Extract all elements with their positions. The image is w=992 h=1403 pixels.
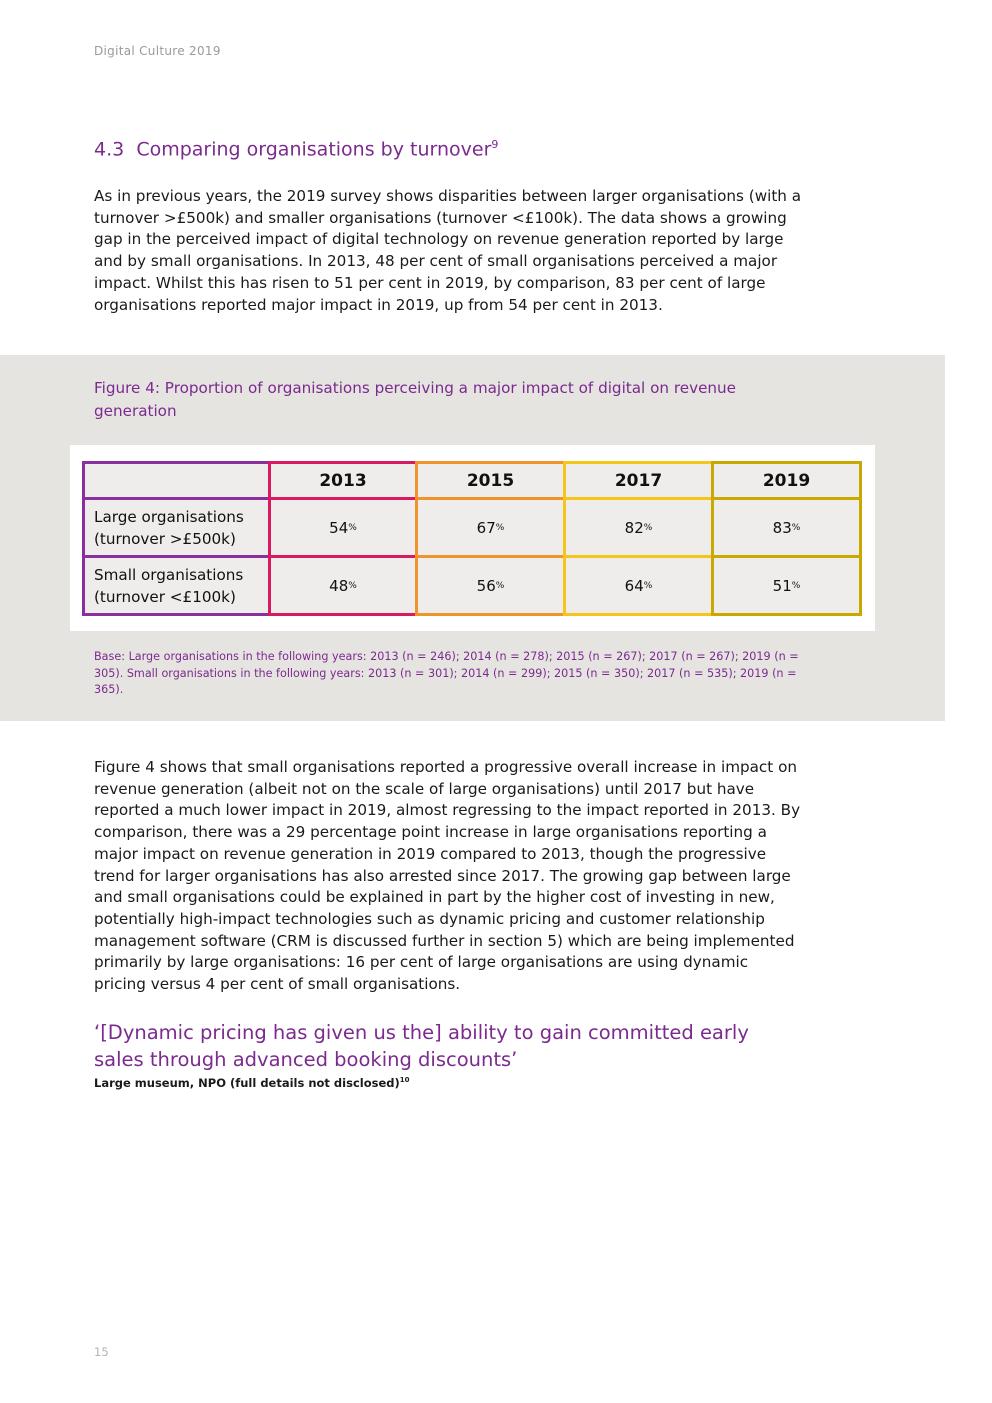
row-label: Large organisations (turnover >£500k) — [82, 497, 271, 558]
section-heading — [94, 138, 498, 160]
page-number: 15 — [94, 1345, 109, 1359]
column-header: 2015 — [415, 461, 566, 500]
figure-base-note: Base: Large organisations in the following years: 2013 (n = 246); 2014 (n = 278); 2015 (n = 267); 2017 (n = 267); 2019 (n = 305). Small organisations in the following years: 2013 (n = 301); 2014 (n = 299); 2015 (n = 350); 2017 (n = 535); 2019 (n = 365). — [94, 650, 799, 696]
table-value-cell: 48 % — [268, 555, 418, 616]
table-corner-cell — [82, 461, 271, 500]
body-paragraph: Figure 4 shows that small organisations reported a progressive overall increase in impact on revenue generation (albeit not on the scale of large organisations) until 2017 but have reported a much lower impact in 2019, almost regressing to the impact reported in 2013. By comparison, there was a 29 percentage point increase in large organisations reporting a major impact on revenue generation in 2019 compared to 2013, though the progressive trend for larger organisations has also arrested since 2017. The growing gap between large and small organisations could be explained in part by the higher cost of investing in new, potentially high-impact technologies such as dynamic pricing and customer relationship management software (CRM is discussed further in section 5) which are being implemented primarily by large organisations: 16 per cent of large organisations are using dynamic pricing versus 4 per cent of small organisations. — [94, 758, 801, 994]
table-value-cell: 83 % — [711, 497, 862, 558]
table-value-cell: 56 % — [415, 555, 566, 616]
table-value-cell: 64 % — [563, 555, 714, 616]
table-value-cell: 51 % — [711, 555, 862, 616]
column-header: 2017 — [563, 461, 714, 500]
figure-table-card — [70, 445, 875, 631]
running-header: Digital Culture 2019 — [94, 44, 221, 58]
footnote-ref[interactable]: 9 — [491, 138, 499, 151]
quote-attribution — [94, 1076, 410, 1090]
table-value-cell: 54 % — [268, 497, 418, 558]
row-label: Small organisations (turnover <£100k) — [82, 555, 271, 616]
intro-paragraph: As in previous years, the 2019 survey shows disparities between larger organisations (with a turnover >£500k) and smaller organisations (turnover <£100k). The data shows a growing gap in the perceived impact of digital technology on revenue generation reported by large and by small organisations. In 2013, 48 per cent of small organisations perceived a major impact. Whilst this has risen to 51 per cent in 2019, by comparison, 83 per cent of large organisations reported major impact in 2019, up from 54 per cent in 2013. — [94, 187, 802, 314]
table-value-cell: 67 % — [415, 497, 566, 558]
quote-attribution-text: Large museum, NPO (full details not disclosed) — [94, 1076, 400, 1090]
pull-quote: ‘[Dynamic pricing has given us the] ability to gain committed early sales through advanced booking discounts’ — [94, 1021, 749, 1071]
section-title: Comparing organisations by turnover — [136, 138, 492, 161]
section-number: 4.3 — [94, 138, 125, 161]
figure-title: Figure 4: Proportion of organisations perceiving a major impact of digital on revenue generation — [94, 379, 737, 420]
column-header: 2013 — [268, 461, 418, 500]
quote-footnote-ref[interactable]: 10 — [399, 1076, 410, 1085]
table-value-cell: 82 % — [563, 497, 714, 558]
column-header: 2019 — [711, 461, 862, 500]
